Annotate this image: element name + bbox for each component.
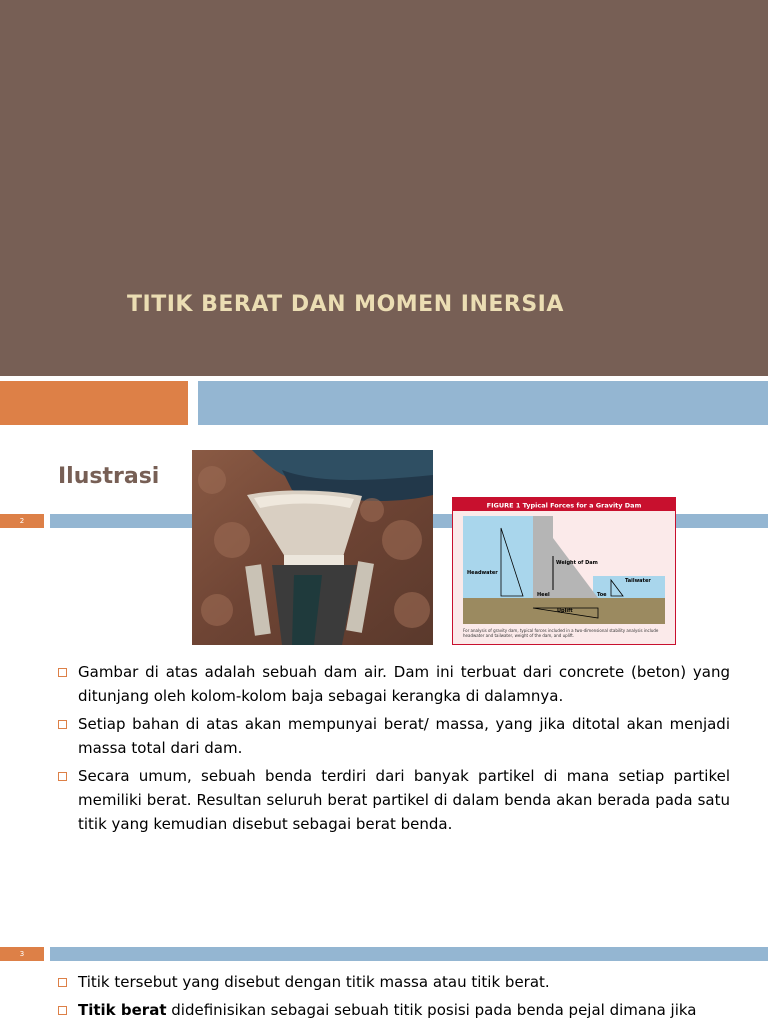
accent-band-blue: [198, 381, 768, 425]
list-item: Titik tersebut yang disebut dengan titik massa atau titik berat.: [58, 970, 730, 994]
list-item: Titik berat didefinisikan sebagai sebuah titik posisi pada benda pejal dimana jika: [58, 998, 730, 1022]
slide-bar: [50, 947, 768, 961]
list-item: Gambar di atas adalah sebuah dam air. Dam ini terbuat dari concrete (beton) yang ditunjang oleh kolom-kolom baja sebagai kerangka di dalamnya.: [58, 660, 730, 708]
slide-bar: [433, 514, 452, 528]
list-item: Secara umum, sebuah benda terdiri dari banyak partikel di mana setiap partikel memiliki berat. Resultan seluruh berat partikel di dalam benda akan berada pada satu titik yang kemudian disebut sebagai berat benda.: [58, 764, 730, 836]
gravity-dam-figure: [453, 498, 675, 644]
label-tailwater: Tailwater: [625, 578, 651, 584]
label-weight: Weight of Dam: [556, 560, 598, 566]
slide3-bullet-list: [58, 970, 730, 1024]
figure-caption: For analysis of gravity dam, typical forces included in a two-dimensional stability analysis include headwater and tailwater, weight of the dam, and uplift.: [463, 628, 659, 638]
slide-number-badge: 2: [0, 514, 44, 528]
bullet-square-icon: [58, 978, 67, 987]
bullet-square-icon: [58, 1006, 67, 1015]
bullet-square-icon: [58, 668, 67, 677]
dam-photo-image: [192, 450, 433, 645]
slide2-bullet-list: [58, 660, 730, 840]
slide-bar: [50, 514, 192, 528]
dam-photo: [192, 450, 433, 645]
slide-title: TITIK BERAT DAN MOMEN INERSIA: [127, 292, 564, 317]
label-toe: Toe: [597, 592, 607, 598]
section-heading: Ilustrasi: [58, 464, 160, 489]
list-item: Setiap bahan di atas akan mempunyai berat/ massa, yang jika ditotal akan menjadi massa total dari dam.: [58, 712, 730, 760]
figure-header: FIGURE 1 Typical Forces for a Gravity Dam: [486, 501, 642, 510]
bullet-square-icon: [58, 772, 67, 781]
gravity-dam-diagram: [452, 497, 676, 645]
label-headwater: Headwater: [467, 570, 498, 576]
bullet-square-icon: [58, 720, 67, 729]
accent-band-orange: [0, 381, 188, 425]
label-uplift: Uplift: [557, 608, 573, 614]
label-heel: Heel: [537, 592, 550, 598]
slide-number-badge: 3: [0, 947, 44, 961]
slide-bar: [676, 514, 768, 528]
title-slide: [0, 0, 768, 376]
